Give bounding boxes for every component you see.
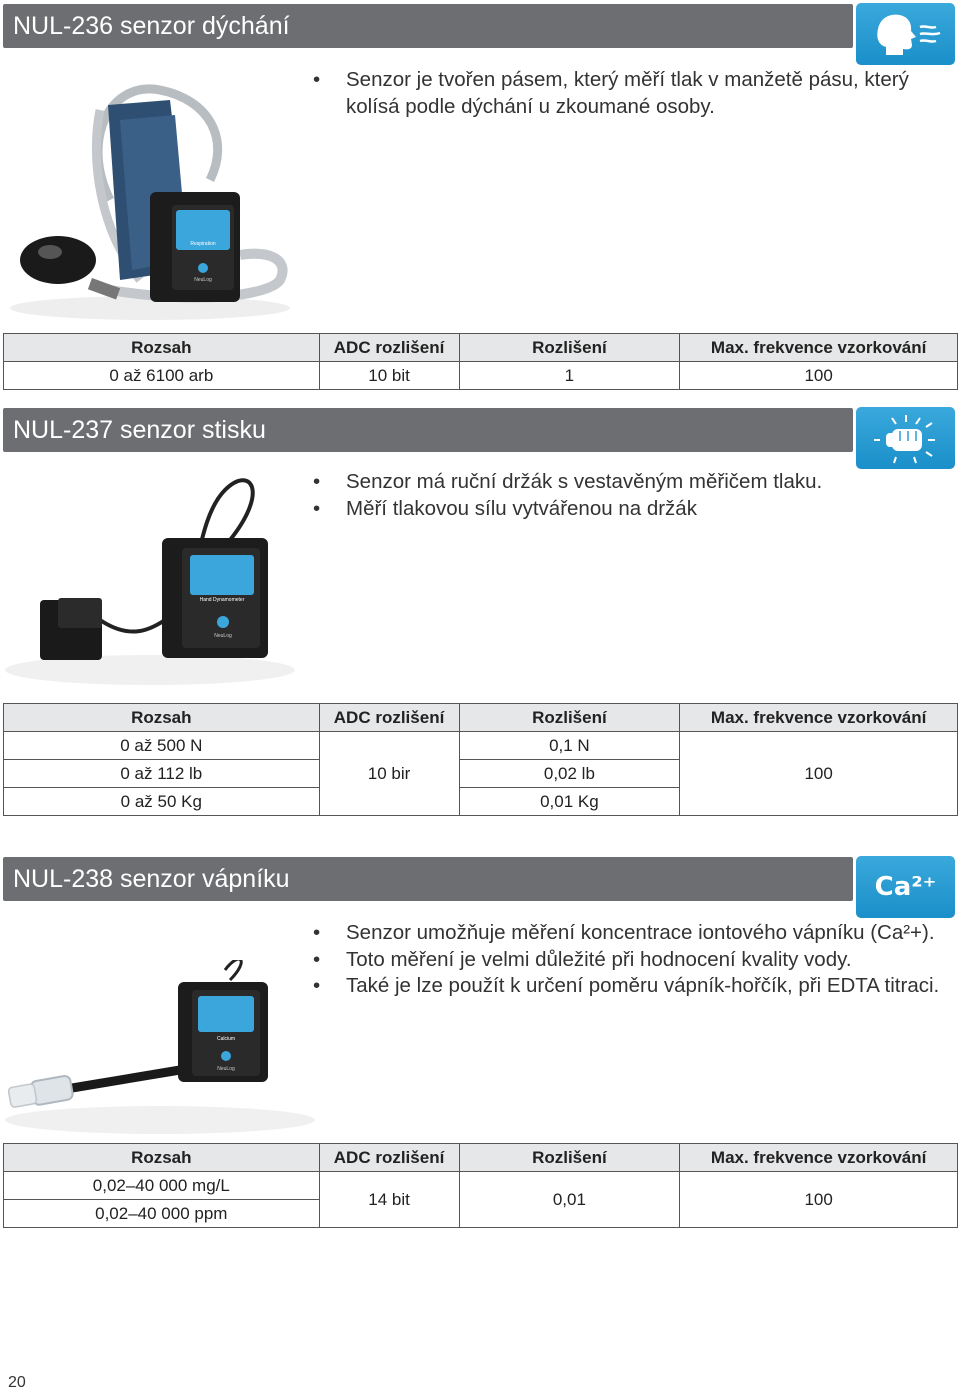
table-row xyxy=(4,732,958,760)
cell-resolution: 0,1 N xyxy=(459,732,680,760)
spec-table xyxy=(3,703,958,816)
cell-resolution: 0,01 xyxy=(459,1172,680,1228)
photo-label-sensor: Respiration xyxy=(190,241,216,247)
description-item: • Senzor umožňuje měření koncentrace iontového vápníku (Ca²+). xyxy=(313,920,943,947)
page-number: 20 xyxy=(8,1374,26,1391)
header-range: Rozsah xyxy=(4,704,320,732)
table-header-row xyxy=(4,334,958,362)
header-resolution: Rozlišení xyxy=(459,704,680,732)
header-max-freq: Max. frekvence vzorkování xyxy=(680,1144,958,1172)
cell-range: 0 až 50 Kg xyxy=(4,788,320,816)
description-list xyxy=(313,67,943,120)
breath-icon xyxy=(856,3,955,65)
cell-resolution: 0,02 lb xyxy=(459,760,680,788)
hand-dynamometer-photo xyxy=(0,470,300,700)
cell-resolution: 0,01 Kg xyxy=(459,788,680,816)
photo-label-brand: NeuLog xyxy=(217,1066,235,1072)
header-max-freq: Max. frekvence vzorkování xyxy=(680,704,958,732)
respiration-sensor-photo xyxy=(0,80,300,330)
header-range: Rozsah xyxy=(4,334,320,362)
breath-icon-badge xyxy=(856,3,955,65)
description-item: • Senzor má ruční držák s vestavěným měřičem tlaku. xyxy=(313,469,943,496)
description-list xyxy=(313,920,943,1000)
calcium-badge-text: Ca²⁺ xyxy=(874,872,937,902)
calcium-sensor-photo xyxy=(0,960,320,1140)
description-item: • Také je lze použít k určení poměru vápník-hořčík, při EDTA titraci. xyxy=(313,973,943,1000)
photo-label-sensor: Hand Dynamometer xyxy=(199,597,245,603)
fist-icon xyxy=(856,407,955,469)
section-title: NUL-238 senzor vápníku xyxy=(3,857,853,901)
section-title: NUL-237 senzor stisku xyxy=(3,408,853,452)
spec-table xyxy=(3,333,958,390)
table-row xyxy=(4,1172,958,1200)
header-range: Rozsah xyxy=(4,1144,320,1172)
cell-resolution: 1 xyxy=(459,362,680,390)
photo-label-brand: NeuLog xyxy=(194,277,212,283)
cell-range: 0,02–40 000 ppm xyxy=(4,1200,320,1228)
header-adc: ADC rozlišení xyxy=(319,1144,459,1172)
cell-adc: 10 bit xyxy=(319,362,459,390)
header-resolution: Rozlišení xyxy=(459,1144,680,1172)
photo-label-sensor: Calcium xyxy=(216,1036,236,1042)
description-item: • Toto měření je velmi důležité při hodnocení kvality vody. xyxy=(313,947,943,974)
cell-max-freq: 100 xyxy=(680,1172,958,1228)
fist-icon-badge xyxy=(856,407,955,469)
cell-max-freq: 100 xyxy=(680,362,958,390)
description-item: • Měří tlakovou sílu vytvářenou na držák xyxy=(313,496,943,523)
description-item: • Senzor je tvořen pásem, který měří tlak v manžetě pásu, který kolísá podle dýchání u zkoumané osoby. xyxy=(313,67,943,120)
cell-range: 0,02–40 000 mg/L xyxy=(4,1172,320,1200)
table-row xyxy=(4,362,958,390)
cell-range: 0 až 112 lb xyxy=(4,760,320,788)
table-header-row xyxy=(4,1144,958,1172)
cell-adc: 14 bit xyxy=(319,1172,459,1228)
cell-range: 0 až 6100 arb xyxy=(4,362,320,390)
spec-table xyxy=(3,1143,958,1228)
section-title: NUL-236 senzor dýchání xyxy=(3,4,853,48)
calcium-icon-badge xyxy=(856,856,955,918)
table-header-row xyxy=(4,704,958,732)
cell-range: 0 až 500 N xyxy=(4,732,320,760)
cell-max-freq: 100 xyxy=(680,732,958,816)
header-max-freq: Max. frekvence vzorkování xyxy=(680,334,958,362)
header-resolution: Rozlišení xyxy=(459,334,680,362)
description-list xyxy=(313,469,943,522)
photo-label-brand: NeuLog xyxy=(214,633,232,639)
header-adc: ADC rozlišení xyxy=(319,704,459,732)
cell-adc: 10 bir xyxy=(319,732,459,816)
header-adc: ADC rozlišení xyxy=(319,334,459,362)
